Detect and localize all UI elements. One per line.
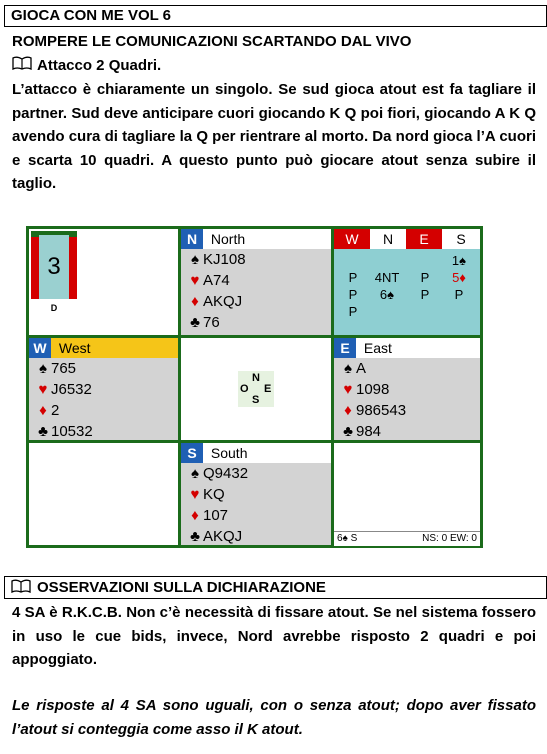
compass-north: N (252, 372, 260, 384)
spade-icon: ♠ (39, 360, 47, 377)
page-title (4, 5, 547, 27)
board-info-frame (26, 226, 181, 338)
bid-cell: 6♠ (379, 287, 395, 302)
east-spades (334, 358, 480, 379)
bid-header-south: S (442, 229, 480, 249)
south-clubs (181, 526, 331, 547)
north-name: North (210, 231, 246, 247)
south-seat-tag: S (181, 443, 203, 463)
spade-icon: ♠ (191, 465, 199, 482)
contract-label: 6♠ S (337, 533, 358, 544)
club-icon: ♣ (343, 423, 353, 440)
east-clubs-cards: 984 (356, 423, 382, 440)
north-diamonds (181, 291, 331, 312)
north-diamonds-cards: AKQJ (203, 293, 243, 310)
east-hearts-cards: 1098 (356, 381, 390, 398)
east-spades-cards: A (356, 360, 367, 377)
bid-cell: 4NT (374, 270, 400, 285)
bid-cell: P (348, 304, 358, 319)
bid-cell: P (420, 287, 430, 302)
bid-header-east: E (406, 229, 442, 249)
north-hand-frame (178, 226, 334, 338)
south-clubs-cards: AKQJ (203, 528, 243, 545)
south-spades (181, 463, 331, 484)
club-icon: ♣ (190, 528, 200, 545)
lead-text: Attacco 2 Quadri. (37, 57, 162, 74)
heart-icon: ♥ (38, 381, 48, 398)
west-cards (29, 358, 178, 440)
north-cards (181, 249, 331, 335)
east-cards (334, 358, 480, 440)
east-hand-frame (331, 335, 483, 443)
west-diamonds (29, 400, 178, 421)
north-spades-cards: KJ108 (203, 251, 246, 268)
table-center (178, 335, 334, 443)
italic-note-paragraph: Le risposte al 4 SA sono uguali, con o senza atout; dopo aver fissato l’atout si conteggia come asso il K atout. (12, 697, 536, 738)
spade-icon: ♠ (344, 360, 352, 377)
compass-south: S (252, 394, 260, 406)
south-header (181, 443, 331, 463)
south-diamonds (181, 505, 331, 526)
north-clubs (181, 312, 331, 333)
compass-east: E (264, 383, 272, 395)
bidding-panel (334, 229, 480, 335)
north-clubs-cards: 76 (203, 314, 220, 331)
heart-icon: ♥ (343, 381, 353, 398)
bidding-notes-paragraph: 4 SA è R.K.C.B. Non c’è necessità di fissare atout. Se nel sistema fossero in uso le cue bids, invece, Nord avrebbe risposto 2 quadri e poi appoggiato. (12, 604, 536, 668)
south-hearts (181, 484, 331, 505)
diamond-icon: ♦ (344, 402, 352, 419)
compass-rose (238, 371, 274, 407)
south-hand-frame (178, 440, 334, 548)
north-header (181, 229, 331, 249)
diamond-icon: ♦ (191, 507, 199, 524)
result-frame (331, 440, 483, 548)
heart-icon: ♥ (190, 486, 200, 503)
board-number: 3 (47, 253, 61, 280)
south-name: South (210, 445, 248, 461)
west-clubs (29, 421, 178, 442)
north-spades (181, 249, 331, 270)
bid-header-west: W (334, 229, 370, 249)
diamond-icon: ♦ (191, 293, 199, 310)
east-diamonds-cards: 986543 (356, 402, 407, 419)
south-spades-cards: Q9432 (203, 465, 249, 482)
compass-west: O (240, 383, 249, 395)
west-spades-cards: 765 (51, 360, 77, 377)
bid-cell: P (348, 287, 358, 302)
south-hearts-cards: KQ (203, 486, 225, 503)
east-seat-tag: E (334, 338, 356, 358)
west-hand-frame (26, 335, 181, 443)
bid-cell: 5♦ (452, 270, 466, 285)
south-cards (181, 463, 331, 545)
west-name: West (58, 340, 91, 356)
diamond-icon: ♦ (39, 402, 47, 419)
bid-cell: P (348, 270, 358, 285)
empty-cell (26, 440, 181, 548)
south-diamonds-cards: 107 (203, 507, 229, 524)
west-seat-tag: W (29, 338, 51, 358)
east-name: East (363, 340, 392, 356)
east-hearts (334, 379, 480, 400)
east-diamonds (334, 400, 480, 421)
heart-icon: ♥ (190, 272, 200, 289)
section-title: OSSERVAZIONI SULLA DICHIARAZIONE (37, 579, 326, 596)
status-bar (334, 531, 480, 546)
bid-header-north: N (370, 229, 406, 249)
north-hearts (181, 270, 331, 291)
bid-cell: 1♠ (451, 253, 467, 268)
score-label: NS: 0 EW: 0 (422, 533, 477, 544)
section-header (4, 576, 547, 599)
west-hearts (29, 379, 178, 400)
bridge-board (26, 226, 483, 548)
east-clubs (334, 421, 480, 442)
bid-cell: P (454, 287, 464, 302)
east-header (334, 338, 480, 358)
open-book-icon (12, 56, 32, 76)
subtitle: ROMPERE LE COMUNICAZIONI SCARTANDO DAL VIVO (12, 33, 412, 50)
spade-icon: ♠ (191, 251, 199, 268)
north-seat-tag: N (181, 229, 203, 249)
west-clubs-cards: 10532 (51, 423, 93, 440)
west-diamonds-cards: 2 (51, 402, 60, 419)
bid-cell: P (420, 270, 430, 285)
vulnerability-marker (31, 231, 77, 317)
north-hearts-cards: A74 (203, 272, 230, 289)
page-title-text: GIOCA CON ME VOL 6 (11, 7, 172, 24)
club-icon: ♣ (190, 314, 200, 331)
west-header (29, 338, 178, 358)
analysis-paragraph: L’attacco è chiaramente un singolo. Se sud gioca atout est fa tagliare il partner. Sud deve anticipare cuori giocando K Q poi fiori, giocando A K Q avendo cura di tagliare la Q per rientrare al morto. Da nord gioca l’A cuori e scarta 10 quadri. A questo punto può giocare atout senza subire il taglio. (12, 81, 536, 192)
dealer-label: D (31, 299, 77, 317)
west-hearts-cards: J6532 (51, 381, 92, 398)
west-spades (29, 358, 178, 379)
lead-line (12, 56, 161, 76)
open-book-icon (11, 578, 31, 599)
bidding-frame (331, 226, 483, 338)
club-icon: ♣ (38, 423, 48, 440)
